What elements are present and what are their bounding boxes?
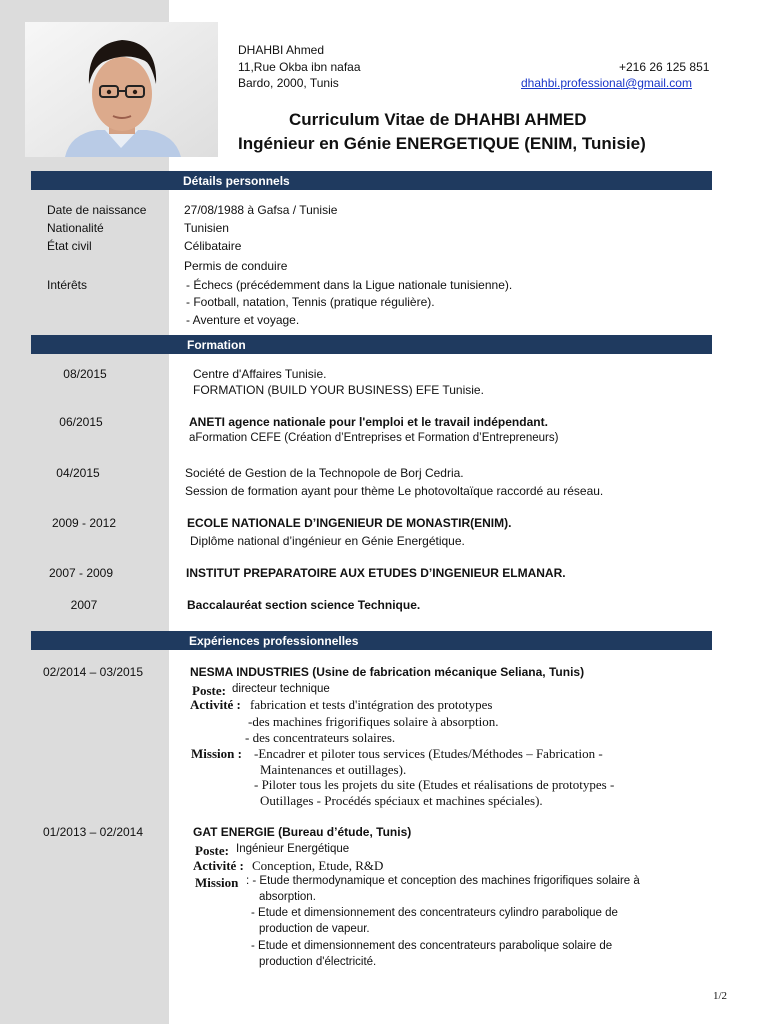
education-date: 2009 - 2012 — [51, 516, 117, 530]
education-date: 2007 - 2009 — [48, 566, 114, 580]
job-activity-label: Activité : — [190, 697, 241, 712]
education-date: 04/2015 — [56, 466, 100, 480]
cv-title: Curriculum Vitae de DHAHBI AHMED — [289, 110, 587, 129]
education-date: 2007 — [70, 598, 98, 612]
value-birth: 27/08/1988 à Gafsa / Tunisie — [184, 203, 338, 217]
job-company: GAT ENERGIE (Bureau d’étude, Tunis) — [193, 825, 412, 839]
profile-photo — [25, 22, 218, 157]
job-mission-line: - Etude et dimensionnement des concentrateurs parabolique solaire de — [251, 940, 613, 952]
address-line-1: 11,Rue Okba ibn nafaa — [238, 60, 361, 74]
job-mission-line: Maintenances et outillages). — [260, 762, 407, 777]
education-detail: aFormation CEFE (Création d’Entreprises et Formation d’Entrepreneurs) — [189, 432, 559, 444]
education-institution: ANETI agence nationale pour l'emploi et le travail indépendant. — [189, 415, 548, 429]
interest-item: - Football, natation, Tennis (pratique régulière). — [186, 295, 435, 309]
label-civil-status: État civil — [47, 239, 92, 253]
education-institution: Centre d'Affaires Tunisie. — [193, 367, 327, 381]
section-title-personal: Détails personnels — [183, 174, 290, 188]
job-mission-line: production de vapeur. — [259, 923, 370, 935]
cv-subtitle: Ingénieur en Génie ENERGETIQUE (ENIM, Tunisie) — [238, 134, 646, 153]
education-institution: Société de Gestion de la Technopole de Borj Cedria. — [185, 466, 464, 480]
job-mission-line: Outillages - Procédés spéciaux et machines spéciales). — [260, 793, 543, 808]
job-mission-line: -Encadrer et piloter tous services (Etudes/Méthodes – Fabrication - — [254, 746, 603, 761]
job-date: 02/2014 – 03/2015 — [42, 665, 144, 679]
value-license: Permis de conduire — [184, 259, 288, 273]
section-title-education: Formation — [187, 338, 246, 352]
job-activity-line: -des machines frigorifiques solaire à absorption. — [248, 714, 499, 729]
section-title-experience: Expériences professionnelles — [189, 634, 359, 648]
education-institution: ECOLE NATIONALE D’INGENIEUR DE MONASTIR(ENIM). — [187, 516, 512, 530]
education-date: 08/2015 — [63, 367, 107, 381]
education-detail: Session de formation ayant pour thème Le photovoltaïque raccordé au réseau. — [185, 484, 604, 498]
job-activity-line: Conception, Etude, R&D — [252, 858, 384, 873]
label-birth: Date de naissance — [47, 203, 147, 217]
education-detail: Diplôme national d’ingénieur en Génie Energétique. — [190, 534, 465, 548]
job-activity-label: Activité : — [193, 858, 244, 873]
section-band-experience — [31, 631, 712, 650]
job-poste-label: Poste: — [195, 843, 229, 858]
candidate-name: DHAHBI Ahmed — [238, 43, 325, 57]
address-line-2: Bardo, 2000, Tunis — [238, 76, 339, 90]
email-link[interactable]: dhahbi.professional@gmail.com — [521, 76, 692, 90]
section-band-education — [31, 335, 712, 354]
job-mission-line: - Etude et dimensionnement des concentrateurs cylindro parabolique de — [251, 907, 618, 919]
section-band-personal — [31, 171, 712, 190]
job-mission-line: absorption. — [259, 891, 316, 903]
value-nationality: Tunisien — [184, 221, 229, 235]
phone-number: +216 26 125 851 — [619, 60, 710, 74]
job-activity-line: fabrication et tests d'intégration des prototypes — [250, 697, 493, 712]
job-poste-label: Poste: — [192, 683, 226, 698]
page-number: 1/2 — [713, 990, 728, 1002]
job-mission-label: Mission : — [191, 746, 242, 761]
interest-item: - Échecs (précédemment dans la Ligue nationale tunisienne). — [186, 278, 513, 292]
label-interests: Intérêts — [47, 278, 88, 292]
education-date: 06/2015 — [59, 415, 103, 429]
job-activity-line: - des concentrateurs solaires. — [245, 730, 396, 745]
interest-item: - Aventure et voyage. — [186, 313, 300, 327]
job-mission-line: production d'électricité. — [259, 956, 377, 968]
education-detail: FORMATION (BUILD YOUR BUSINESS) EFE Tunisie. — [193, 383, 484, 397]
job-date: 01/2013 – 02/2014 — [42, 825, 144, 839]
education-institution: INSTITUT PREPARATOIRE AUX ETUDES D’INGENIEUR ELMANAR. — [186, 566, 566, 580]
job-mission-line: - Piloter tous les projets du site (Etudes et réalisations de prototypes - — [254, 777, 615, 792]
value-civil-status: Célibataire — [184, 239, 242, 253]
job-poste: Ingénieur Energétique — [236, 843, 350, 855]
job-mission-label: Mission — [195, 875, 239, 890]
job-poste: directeur technique — [232, 683, 330, 695]
job-company: NESMA INDUSTRIES (Usine de fabrication mécanique Seliana, Tunis) — [190, 665, 585, 679]
job-mission-line: : - Etude thermodynamique et conception des machines frigorifiques solaire à — [246, 875, 640, 887]
education-institution: Baccalauréat section science Technique. — [187, 598, 421, 612]
label-nationality: Nationalité — [47, 221, 104, 235]
